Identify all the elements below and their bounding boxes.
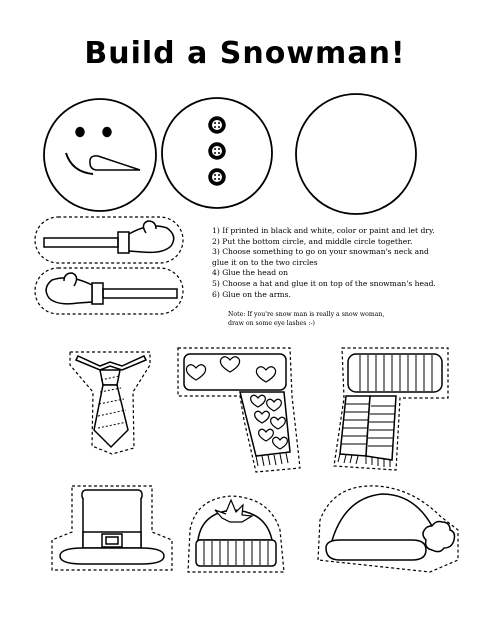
page-title: Build a Snowman! — [84, 36, 406, 71]
instruction-line: 4) Glue the head on — [212, 268, 289, 278]
top-hat[interactable] — [52, 486, 172, 570]
smile-icon — [66, 153, 93, 174]
instruction-line: 3) Choose something to go on your snowman's neck and — [212, 247, 429, 257]
note-line: Note: If you're snow man is really a snow woman, — [228, 311, 385, 318]
instruction-line: glue it on to the two circles — [212, 257, 318, 267]
pompom-icon — [423, 522, 455, 552]
santa-hat[interactable] — [318, 486, 458, 572]
snowman-head[interactable] — [44, 99, 156, 211]
striped-scarf[interactable] — [334, 348, 448, 470]
heart-scarf[interactable] — [178, 348, 300, 472]
button-icon — [209, 117, 225, 133]
knit-beanie[interactable] — [188, 496, 284, 572]
button-icon — [209, 143, 225, 159]
mitten-arm-bottom[interactable] — [35, 268, 183, 314]
right-eye-icon — [103, 128, 111, 137]
snowman-bottom-circle[interactable] — [296, 94, 416, 214]
snowman-middle-circle[interactable] — [162, 98, 272, 208]
note — [228, 310, 384, 328]
instruction-line: 2) Put the bottom circle, and middle circle together. — [212, 236, 413, 246]
carrot-nose-icon — [90, 156, 140, 170]
instruction-line: 6) Glue on the arms. — [212, 289, 291, 299]
button-icon — [209, 169, 225, 185]
instructions — [212, 226, 472, 300]
necktie[interactable] — [70, 352, 150, 454]
note-line: draw on some eye lashes :-) — [228, 320, 315, 327]
instruction-line: 5) Choose a hat and glue it on top of the snowman's head. — [212, 278, 436, 288]
mitten-arm-top[interactable] — [35, 217, 183, 263]
instruction-line: 1) If printed in black and white, color or paint and let dry. — [212, 226, 435, 235]
left-eye-icon — [76, 128, 84, 137]
